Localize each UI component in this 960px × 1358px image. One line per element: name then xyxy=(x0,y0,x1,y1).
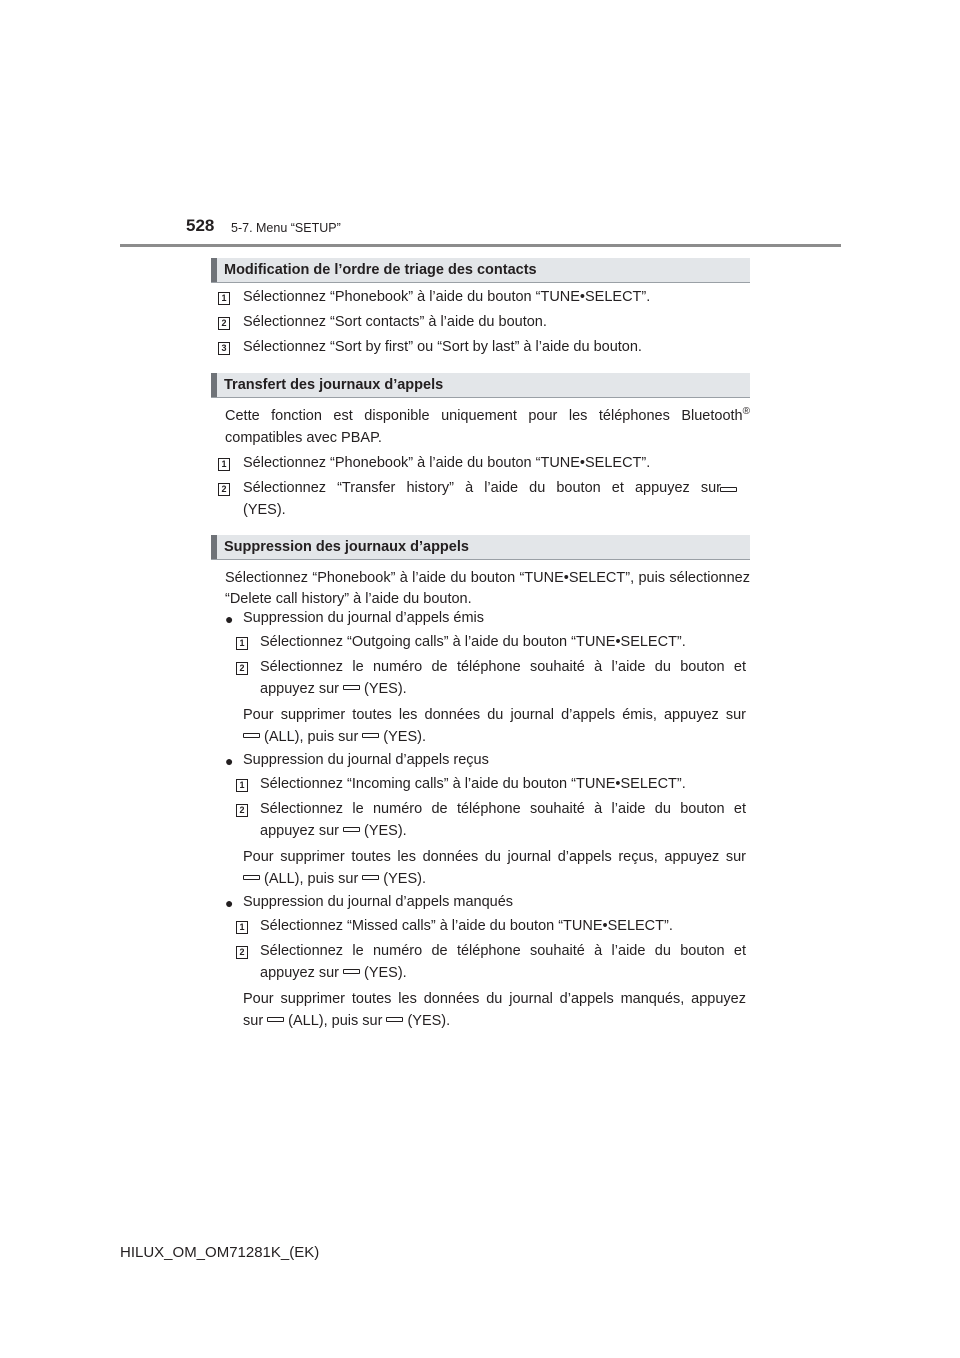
note-text-cont: sur (ALL), puis sur (YES). xyxy=(243,1013,451,1029)
step-number-badge: 1 xyxy=(236,779,248,792)
step-text: Sélectionnez le numéro de téléphone souhaité à l’aide du bouton et xyxy=(260,659,746,675)
bullet-icon: ● xyxy=(225,753,234,769)
step-number-badge: 2 xyxy=(236,946,248,959)
step-text: Sélectionnez “Transfer history” à l’aide du bouton et appuyez sur xyxy=(243,480,721,496)
section-title: Modification de l’ordre de triage des contacts xyxy=(224,262,537,278)
section-title: Transfert des journaux d’appels xyxy=(224,377,444,393)
section-header-transfer-history xyxy=(211,373,750,398)
step-text-cont: appuyez sur (YES). xyxy=(260,965,407,981)
step-text: Sélectionnez “Incoming calls” à l’aide du bouton “TUNE•SELECT”. xyxy=(260,776,686,792)
section-title: Suppression des journaux d’appels xyxy=(224,539,469,555)
bullet-icon: ● xyxy=(225,611,234,627)
step-text: Sélectionnez “Outgoing calls” à l’aide du bouton “TUNE•SELECT”. xyxy=(260,634,686,650)
step-text-cont: (YES). xyxy=(243,502,286,518)
all-button-icon xyxy=(243,875,260,880)
step-text: Sélectionnez “Phonebook” à l’aide du bouton “TUNE•SELECT”. xyxy=(243,455,651,471)
section-header-sort-order xyxy=(211,258,750,283)
page-number: 528 xyxy=(186,216,215,235)
yes-button-icon xyxy=(343,685,360,690)
step-text-cont: appuyez sur (YES). xyxy=(260,681,407,697)
step-number-badge: 2 xyxy=(236,662,248,675)
step-number-badge: 1 xyxy=(218,458,230,471)
step-number-badge: 1 xyxy=(236,637,248,650)
document-id: HILUX_OM_OM71281K_(EK) xyxy=(120,1244,320,1261)
step-text: Sélectionnez “Sort by first” ou “Sort by last” à l’aide du bouton. xyxy=(243,339,642,355)
step-number-badge: 3 xyxy=(218,342,230,355)
intro-paragraph: Cette fonction est disponible uniquement pour les téléphones Bluetooth® xyxy=(225,406,750,424)
note-text-cont: (ALL), puis sur (YES). xyxy=(243,869,426,890)
section-marker xyxy=(211,373,217,397)
bullet-label: Suppression du journal d’appels émis xyxy=(243,610,485,626)
note-text: Pour supprimer toutes les données du journal d’appels reçus, appuyez sur xyxy=(243,849,746,865)
note-text: Pour supprimer toutes les données du journal d’appels manqués, appuyez xyxy=(243,991,746,1007)
step-text: Sélectionnez “Missed calls” à l’aide du bouton “TUNE•SELECT”. xyxy=(260,918,673,934)
yes-button-icon xyxy=(386,1017,403,1022)
section-marker xyxy=(211,258,217,282)
step-text: Sélectionnez le numéro de téléphone souhaité à l’aide du bouton et xyxy=(260,801,746,817)
note-text-cont: (ALL), puis sur (YES). xyxy=(243,727,426,748)
yes-button-icon xyxy=(362,875,379,880)
bullet-label: Suppression du journal d’appels manqués xyxy=(243,894,514,910)
section-marker xyxy=(211,535,217,559)
chapter-title: 5-7. Menu “SETUP” xyxy=(231,221,341,235)
step-text: Sélectionnez le numéro de téléphone souhaité à l’aide du bouton et xyxy=(260,943,746,959)
yes-button-icon xyxy=(343,969,360,974)
bullet-icon: ● xyxy=(225,895,234,911)
step-number-badge: 1 xyxy=(236,921,248,934)
step-number-badge: 2 xyxy=(236,804,248,817)
header-divider xyxy=(120,244,841,247)
step-text: Sélectionnez “Sort contacts” à l’aide du bouton. xyxy=(243,314,547,330)
intro-paragraph: Sélectionnez “Phonebook” à l’aide du bouton “TUNE•SELECT”, puis sélectionnez “Delete call history” à l’aide du bouton. xyxy=(225,570,750,607)
note-text: Pour supprimer toutes les données du journal d’appels émis, appuyez sur xyxy=(243,707,746,723)
intro-paragraph-cont: compatibles avec PBAP. xyxy=(225,430,382,446)
yes-button-icon xyxy=(720,487,737,492)
yes-button-icon xyxy=(343,827,360,832)
all-button-icon xyxy=(267,1017,284,1022)
yes-button-icon xyxy=(362,733,379,738)
step-number-badge: 1 xyxy=(218,292,230,305)
all-button-icon xyxy=(243,733,260,738)
step-number-badge: 2 xyxy=(218,483,230,496)
step-text: Sélectionnez “Phonebook” à l’aide du bouton “TUNE•SELECT”. xyxy=(243,289,651,305)
bullet-label: Suppression du journal d’appels reçus xyxy=(243,752,489,768)
step-number-badge: 2 xyxy=(218,317,230,330)
section-header-delete-history xyxy=(211,535,750,560)
step-text-cont: appuyez sur (YES). xyxy=(260,823,407,839)
